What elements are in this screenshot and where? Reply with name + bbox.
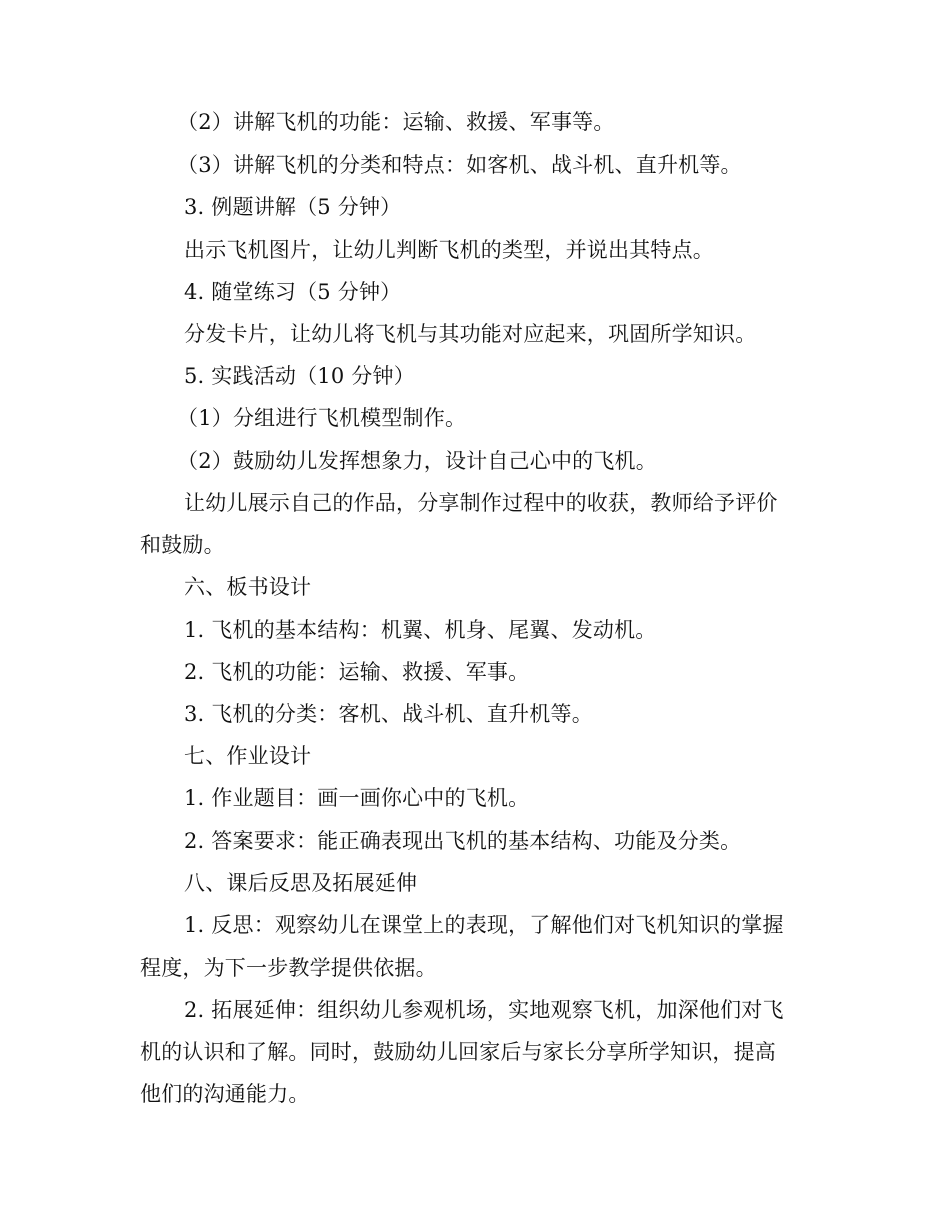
- paragraph-line: （3）讲解飞机的分类和特点：如客机、战斗机、直升机等。: [177, 153, 742, 177]
- paragraph-line: （1）分组进行飞机模型制作。: [177, 406, 467, 430]
- paragraph-line: 他们的沟通能力。: [140, 1082, 310, 1106]
- paragraph-line: 分发卡片，让幼儿将飞机与其功能对应起来，巩固所学知识。: [184, 322, 757, 346]
- section-heading: 七、作业设计: [184, 744, 312, 768]
- section-step-heading: 3. 例题讲解（5 分钟）: [184, 195, 402, 219]
- section-heading: 八、课后反思及拓展延伸: [184, 871, 418, 895]
- paragraph-line: 程度，为下一步教学提供依据。: [140, 956, 437, 980]
- list-item: 2. 拓展延伸：组织幼儿参观机场，实地观察飞机，加深他们对飞: [184, 998, 784, 1022]
- list-item: 2. 答案要求：能正确表现出飞机的基本结构、功能及分类。: [184, 829, 742, 853]
- paragraph-line: 出示飞机图片，让幼儿判断飞机的类型，并说出其特点。: [184, 238, 714, 262]
- section-step-heading: 4. 随堂练习（5 分钟）: [184, 280, 402, 304]
- paragraph-line: （2）鼓励幼儿发挥想象力，设计自己心中的飞机。: [177, 449, 657, 473]
- paragraph-line: 和鼓励。: [140, 533, 225, 557]
- paragraph-line: （2）讲解飞机的功能：运输、救援、军事等。: [177, 110, 615, 134]
- paragraph-line: 让幼儿展示自己的作品，分享制作过程中的收获，教师给予评价: [184, 491, 778, 515]
- list-item: 2. 飞机的功能：运输、救援、军事。: [184, 660, 530, 684]
- section-step-heading: 5. 实践活动（10 分钟）: [184, 364, 415, 388]
- list-item: 3. 飞机的分类：客机、战斗机、直升机等。: [184, 702, 593, 726]
- section-heading: 六、板书设计: [184, 575, 312, 599]
- list-item: 1. 作业题目：画一画你心中的飞机。: [184, 786, 530, 810]
- list-item: 1. 飞机的基本结构：机翼、机身、尾翼、发动机。: [184, 618, 657, 642]
- list-item: 1. 反思：观察幼儿在课堂上的表现，了解他们对飞机知识的掌握: [184, 913, 784, 937]
- paragraph-line: 机的认识和了解。同时，鼓励幼儿回家后与家长分享所学知识，提高: [140, 1040, 776, 1064]
